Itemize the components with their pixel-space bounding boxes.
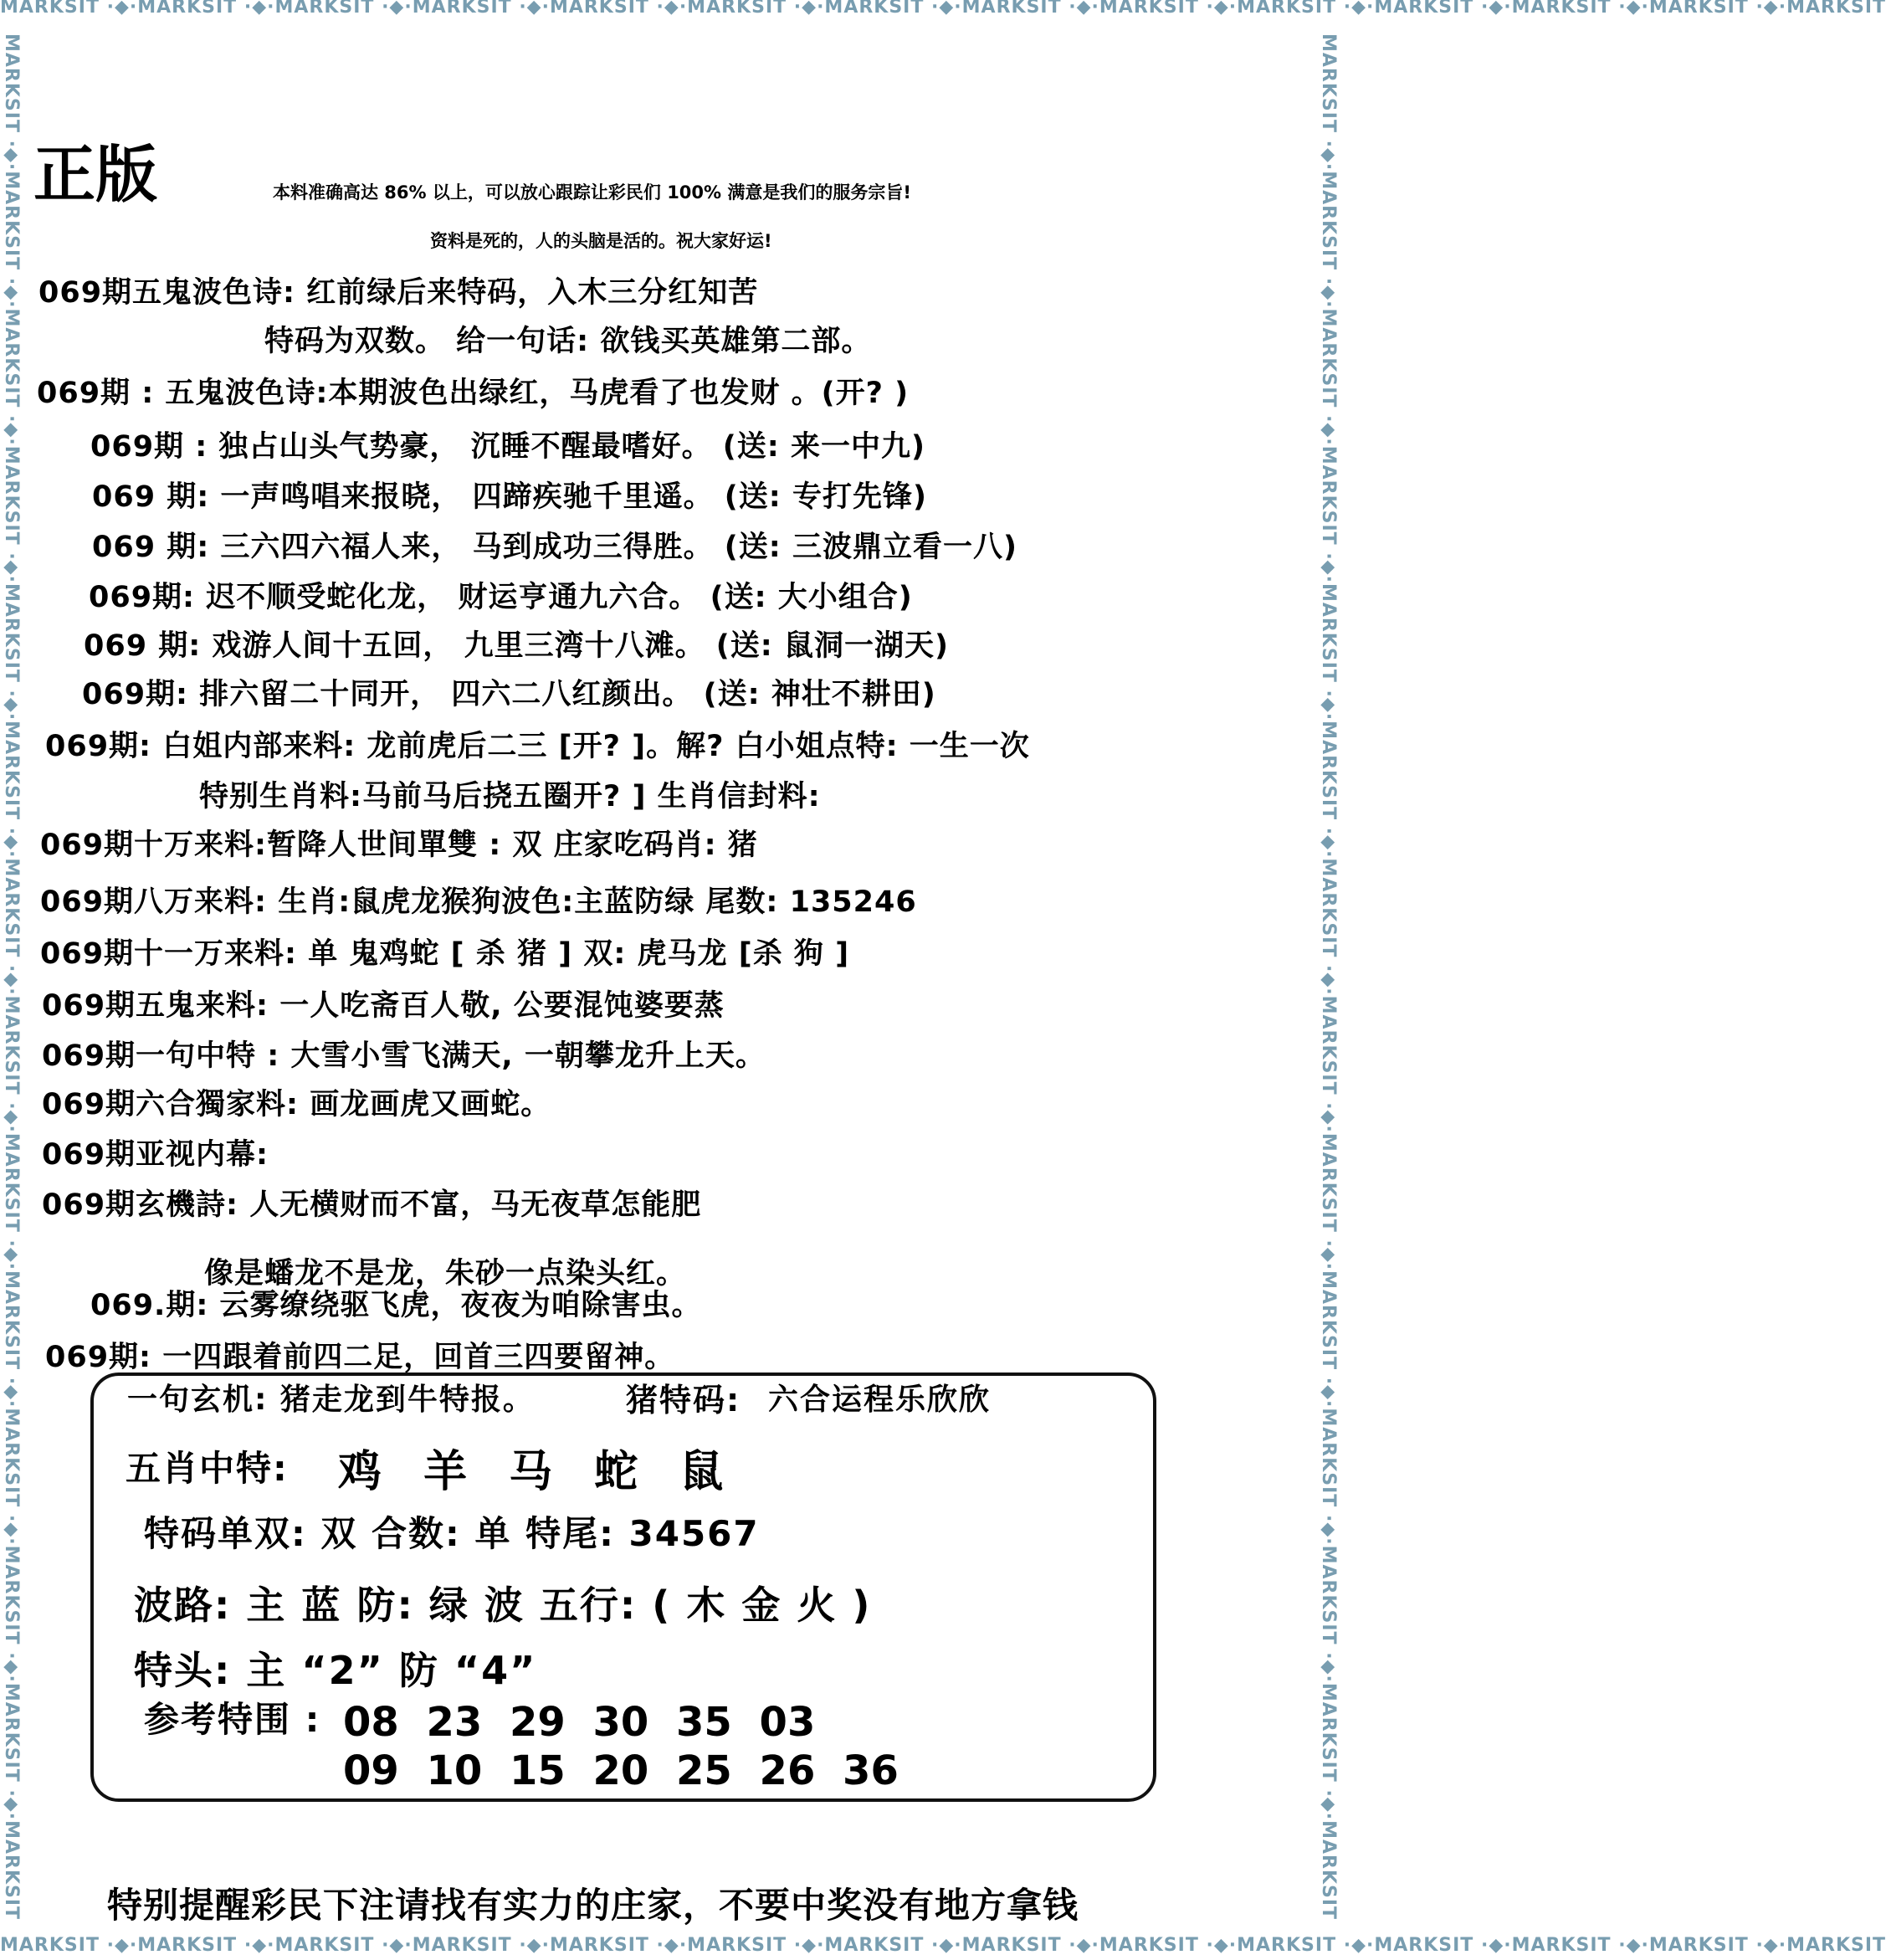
line-poem-1: 069期 : 独占山头气势豪， 沉睡不醒最嗜好。 (送: 来一中九) — [90, 430, 925, 464]
line-poem-4: 069期: 迟不顺受蛇化龙， 财运亨通九六合。 (送: 大小组合) — [89, 581, 913, 614]
line-110k-source: 069期十一万来料: 单 鬼鸡蛇 [ 杀 猪 ] 双: 虎马龙 [杀 狗 ] — [40, 937, 850, 971]
box-xuanji: 一句玄机: 猪走龙到牛特报。 — [127, 1383, 535, 1417]
watermark-left: MARKSIT ·◆·MARKSIT ·◆·MARKSIT ·◆·MARKSIT ·◆·MARKSIT ·◆·MARKSIT ·◆·MARKSIT ·◆·MARKSIT ·◆·MARKSIT ·◆·MARKSIT ·◆·MARKSIT ·◆·MARKSIT ·◆·MARKSIT ·◆·MARKSIT — [1, 33, 22, 1921]
line-odd-even-hint: 特码为双数。 给一句话: 欲钱买英雄第二部。 — [264, 325, 872, 358]
box-zhu-te-ma-value: 六合运程乐欣欣 — [768, 1383, 992, 1417]
line-liuhe-exclusive: 069期六合獨家料: 画龙画虎又画蛇。 — [42, 1088, 551, 1121]
line-poem-2: 069 期: 一声鸣唱来报晓， 四蹄疾驰千里遥。 (送: 专打先锋) — [92, 480, 927, 514]
line-baijie-source: 069期: 白姐内部来料: 龙前虎后二三 [开? ]。解? 白小姐点特: 一生一次 — [45, 730, 1030, 763]
line-poem-3: 069 期: 三六四六福人来， 马到成功三得胜。 (送: 三波鼎立看一八) — [92, 531, 1017, 564]
line-one-sentence: 069期一句中特 : 大雪小雪飞满天, 一朝攀龙升上天。 — [42, 1039, 766, 1073]
header-note-wish: 资料是死的，人的头脑是活的。祝大家好运! — [430, 231, 772, 251]
line-last-poem: 069期: 一四跟着前四二足，回首三四要留神。 — [45, 1341, 675, 1374]
line-dragon-poem-2: 069.期: 云雾缭绕驱飞虎，夜夜为咱除害虫。 — [90, 1289, 702, 1322]
box-dan-shuang: 特码单双: 双 合数: 单 特尾: 34567 — [144, 1513, 760, 1554]
box-numbers-row-2: 09 10 15 20 25 26 36 — [343, 1747, 899, 1794]
page-title: 正版 — [33, 139, 157, 211]
line-dragon-poem-1: 像是蟠龙不是龙，朱砂一点染头红。 — [204, 1257, 687, 1290]
line-wave-color-poem: 069期 : 五鬼波色诗:本期波色出绿红，马虎看了也发财 。(开? ) — [37, 377, 910, 410]
box-numbers-row-1: 08 23 29 30 35 03 — [343, 1699, 816, 1746]
box-wu-xiao-value: 鸡 羊 马 蛇 鼠 — [338, 1447, 737, 1497]
box-bo-lu: 波路: 主 蓝 防: 绿 波 五行: ( 木 金 火 ) — [134, 1583, 872, 1628]
box-te-tou: 特头: 主 “2” 防 “4” — [134, 1648, 537, 1693]
box-zhu-te-ma-label: 猪特码: — [626, 1382, 741, 1419]
footer-reminder: 特别提醒彩民下注请找有实力的庄家，不要中奖没有地方拿钱 — [107, 1885, 1079, 1926]
line-xuanji-poem: 069期玄機詩: 人无横财而不富，马无夜草怎能肥 — [42, 1188, 702, 1222]
line-wugui-poem: 069期五鬼波色诗: 红前绿后来特码，入木三分红知苦 — [38, 276, 759, 310]
line-zodiac-source: 特别生肖料:马前马后挠五圈开? ] 生肖信封料: — [199, 780, 821, 813]
line-poem-5: 069 期: 戏游人间十五回， 九里三湾十八滩。 (送: 鼠洞一湖天) — [84, 629, 949, 663]
line-100k-source: 069期十万来料:暂降人世间單雙 : 双 庄家吃码肖: 猪 — [40, 829, 758, 862]
header-note-accuracy: 本料准确高达 86% 以上，可以放心跟踪让彩民们 100% 满意是我们的服务宗旨! — [273, 182, 911, 203]
line-wugui-source: 069期五鬼来料: 一人吃斋百人敬, 公要混饨婆要蒸 — [42, 989, 725, 1023]
watermark-right: MARKSIT ·◆·MARKSIT ·◆·MARKSIT ·◆·MARKSIT ·◆·MARKSIT ·◆·MARKSIT ·◆·MARKSIT ·◆·MARKSIT ·◆·MARKSIT ·◆·MARKSIT ·◆·MARKSIT ·◆·MARKSIT ·◆·MARKSIT ·◆·MARKSIT — [1318, 33, 1339, 1921]
line-80k-source: 069期八万来料: 生肖:鼠虎龙猴狗波色:主蓝防绿 尾数: 135246 — [40, 885, 917, 919]
watermark-bottom: MARKSIT ·◆·MARKSIT ·◆·MARKSIT ·◆·MARKSIT ·◆·MARKSIT ·◆·MARKSIT ·◆·MARKSIT ·◆·MARKSIT ·◆·MARKSIT ·◆·MARKSIT ·◆·MARKSIT ·◆·MARKSIT ·◆·MARKSIT ·◆·MARKSIT — [0, 1935, 1886, 1956]
line-atv-inside: 069期亚视内幕: — [42, 1138, 269, 1172]
line-poem-6: 069期: 排六留二十同开， 四六二八红颜出。 (送: 神壮不耕田) — [82, 678, 936, 711]
box-can-kao-label: 参考特围 : — [144, 1699, 321, 1740]
watermark-top: MARKSIT ·◆·MARKSIT ·◆·MARKSIT ·◆·MARKSIT ·◆·MARKSIT ·◆·MARKSIT ·◆·MARKSIT ·◆·MARKSIT ·◆·MARKSIT ·◆·MARKSIT ·◆·MARKSIT ·◆·MARKSIT ·◆·MARKSIT ·◆·MARKSIT — [0, 0, 1886, 18]
box-wu-xiao-label: 五肖中特: — [126, 1448, 289, 1489]
